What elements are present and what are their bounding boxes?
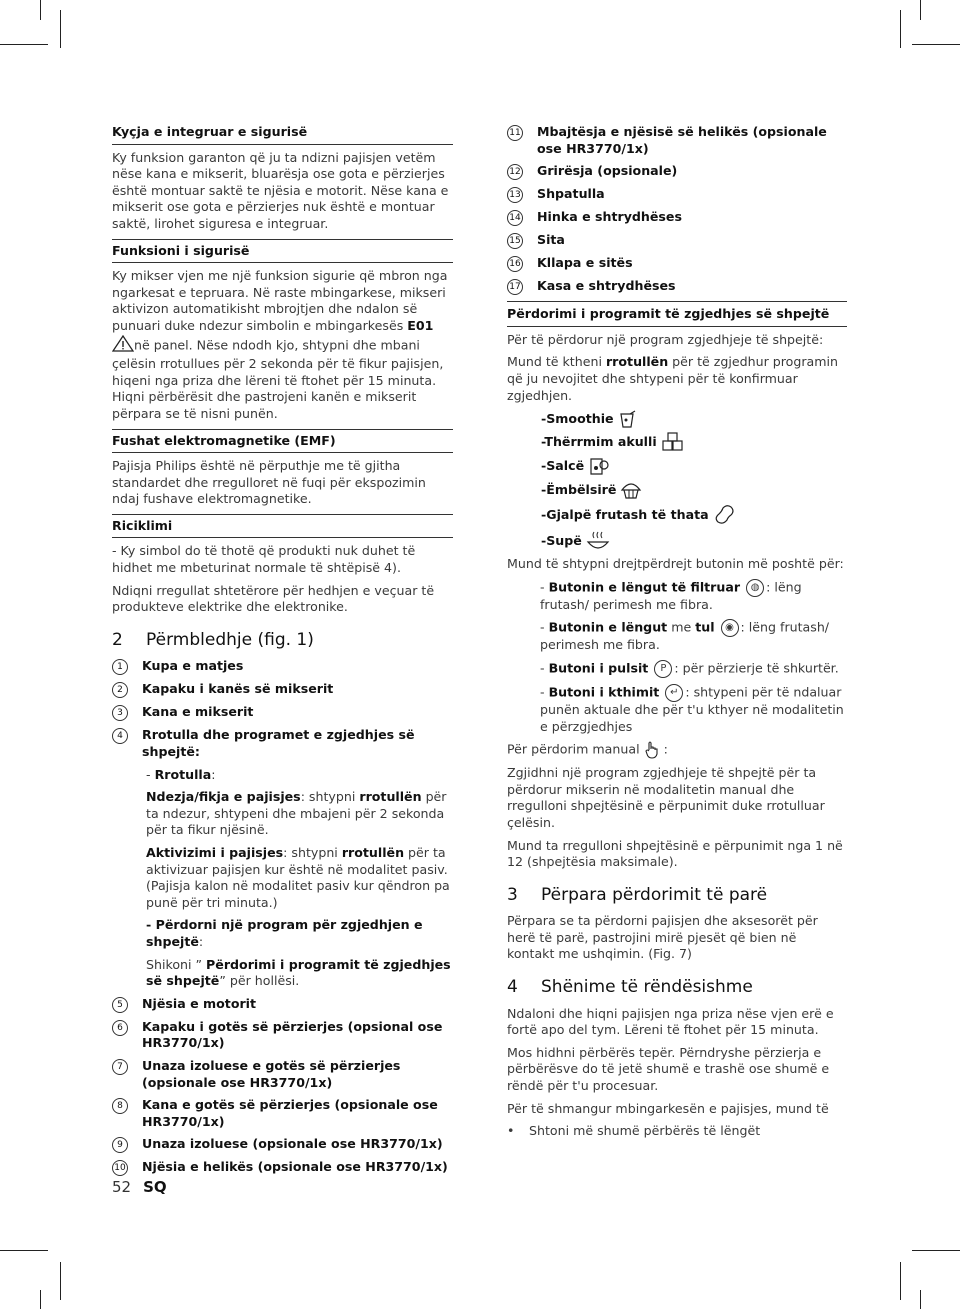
filtered-juice-icon: ◍ (746, 579, 764, 597)
list-item: 16 Kllapa e sitës (507, 255, 847, 272)
list-item: 5 Njësia e motorit (112, 996, 453, 1013)
paragraph: Për përdorim manual : (507, 741, 847, 759)
crop-mark (920, 1290, 921, 1309)
crop-mark (900, 1262, 901, 1300)
crop-mark (0, 1250, 48, 1251)
soup-bowl-icon (586, 530, 610, 552)
sub-text: - Rrotulla: (146, 766, 216, 782)
list-item: 9 Unaza izoluese (opsionale ose HR3770/1x) (112, 1136, 453, 1153)
list-item: 17 Kasa e shtrydhëses (507, 278, 847, 302)
sauce-icon (588, 456, 610, 476)
button-description: - Butoni i pulsit P : për përzierje të shkurtër. (540, 660, 847, 678)
left-column (112, 124, 453, 1182)
list-item: 12 Grirësja (opsionale) (507, 163, 847, 180)
paragraph: Pajisja Philips është në përputhje me të gjitha standardet dhe rregulloret në fuqi për ekspozimin ndaj fushave elektromagnetike. (112, 458, 426, 507)
section-heading: Fushat elektromagnetike (EMF) (112, 429, 453, 454)
crop-mark (0, 44, 48, 45)
chapter-heading: 3 Përpara përdorimit të parë (507, 884, 768, 905)
bullet-item: • Shtoni më shumë përbërës të lëngët (507, 1123, 761, 1139)
sub-text: - Përdorni një program për zgjedhjen e shpejtë: (146, 917, 423, 949)
list-item: 1 Kupa e matjes (112, 658, 453, 675)
list-item: 11 Mbajtësja e njësisë së helikës (opsionale ose HR3770/1x) (507, 124, 847, 157)
paragraph: Mund të ktheni rrotullën për të zgjedhur programin që ju nevojitet dhe shtypeni për të konfirmuar zgjedhjen. (507, 354, 839, 403)
crop-mark (912, 1250, 960, 1251)
mode-ice-crush: -Thërrmim akulli (541, 432, 847, 452)
crop-mark (60, 1262, 61, 1300)
mode-dessert: -Ëmbëlsirë (541, 480, 847, 500)
language-code: SQ (143, 1178, 167, 1196)
paragraph: Mund ta rregulloni shpejtësinë e përpunimit nga 1 në 12 (shpejtësia maksimale). (507, 837, 843, 870)
paragraph: Ndaloni dhe hiqni pajisjen nga priza nëse vjen erë e fortë apo del tym. Lëreni të ftohet për 15 minuta. (507, 1005, 834, 1038)
paragraph: Zgjidhni një program zgjedhjeje të shpejtë për ta përdorur mikserin në modalitetin manual dhe rregulloni shpejtësinë e përpunimit duke rrotulluar çelësin. (507, 765, 825, 830)
crop-mark (40, 0, 41, 20)
page-number: 52 (112, 1178, 132, 1196)
section-heading: Riciklimi (112, 514, 453, 539)
sub-text: Aktivizimi i pajisjes: shtypni rrotullën për ta aktivizuar pajisjen kur është në modalitet pasiv. (Pajisja kalon në modalitet pasiv kur qëndron pa punë për tri minuta.) (146, 845, 450, 910)
smoothie-icon (618, 410, 638, 428)
return-icon: ↵ (665, 684, 683, 702)
page-footer (112, 1178, 167, 1196)
list-item: 3 Kana e mikserit (112, 704, 453, 721)
list-item: 8 Kana e gotës së përzierjes (opsionale ose HR3770/1x) (112, 1097, 453, 1130)
paragraph: Për të shmangur mbingarkesën e pajisjes, mund të (507, 1100, 829, 1116)
pulp-juice-icon: ◉ (721, 619, 739, 637)
list-item: 2 Kapaku i kanës së mikserit (112, 681, 453, 698)
paragraph: Për të përdorur një program zgjedhjeje të shpejtë: (507, 331, 824, 347)
crop-mark (60, 10, 61, 48)
mode-smoothie: -Smoothie (541, 410, 847, 428)
ice-cube-icon (661, 432, 685, 452)
crop-mark (900, 10, 901, 48)
sub-text: Shikoni ” Përdorimi i programit të zgjedhjes së shpejtë” për hollësi. (146, 956, 451, 989)
list-item: 10 Njësia e helikës (opsionale ose HR3770/1x) (112, 1159, 453, 1176)
chapter-heading: 2 Përmbledhje (fig. 1) (112, 629, 314, 650)
paragraph: Ky funksion garanton që ju ta ndizni pajisjen vetëm nëse kana e mikserit, bluarësja ose gota e përzierjes është montuar saktë te njësia e motorit. Nëse kana e mikserit ose gota e përzierjes nuk është e montuar saktë, lirohet siguresa e integruar. (112, 149, 449, 231)
right-column (507, 124, 847, 1146)
button-description: - Butonin e lëngut me tul ◉ : lëng frutash/ perimesh me fibra. (540, 619, 830, 653)
paragraph: Ndiqni rregullat shtetërore për hedhjen e veçuar të produkteve elektrike dhe elektronike. (112, 582, 435, 615)
pulse-icon: P (654, 660, 672, 678)
chapter-heading: 4 Shënime të rëndësishme (507, 977, 753, 998)
paragraph: Mund të shtypni drejtpërdrejt butonin më poshtë për: (507, 556, 844, 572)
crop-mark (40, 1290, 41, 1309)
hand-icon (644, 741, 660, 759)
section-heading: Kyçja e integruar e sigurisë (112, 124, 453, 145)
crop-mark (920, 0, 921, 20)
section-heading: Funksioni i sigurisë (112, 239, 453, 264)
list-item: 15 Sita (507, 232, 847, 249)
button-description: - Butoni i kthimit ↵ : shtypeni për të ndaluar punën aktuale dhe për t'u kthyer në modalitetin e përzgjedhjes (540, 684, 844, 734)
list-item: 13 Shpatulla (507, 186, 847, 203)
paragraph: Përpara se ta përdorni pajisjen dhe aksesorët për herë të parë, pastrojini mirë pjesët që bien në kontakt me ushqimin. (Fig. 7) (507, 913, 818, 962)
warning-icon (112, 335, 134, 357)
list-item: 6 Kapaku i gotës së përzierjes (opsional ose HR3770/1x) (112, 1019, 453, 1052)
list-item: 4 Rrotulla dhe programet e zgjedhjes së shpejtë: (112, 727, 453, 760)
list-item: 14 Hinka e shtrydhëses (507, 209, 847, 226)
section-heading: Përdorimi i programit të zgjedhjes së shpejtë (507, 306, 847, 327)
paragraph: - Ky simbol do të thotë që produkti nuk duhet të hidhet me mbeturinat normale të shtëpisë 4). (112, 543, 416, 576)
peanut-icon (713, 504, 737, 526)
paragraph: Mos hidhni përbërës tepër. Përndryshe përzierja e përbërësve do të jetë shumë e trashë ose shumë e rëndë për t'u procesuar. (507, 1044, 830, 1094)
paragraph: Ky mikser vjen me një funksion sigurie që mbron nga ngarkesat e tepruara. Në raste mbingarkese, mikseri aktivizon automatikisht mbrojtjen dhe ndalon së punuari duke ndezur simbolin e mbingarkesës E01 në panel. Nëse ndodh kjo, shtypni dhe mbani çelësin rrotullues për 2 sekonda për të fikur pajisjen, hiqeni nga priza dhe lëreni të ftohet për 15 minuta. Hiqni përbërësit dhe pastrojeni kanën e mikserit përpara se të nisni punën. (112, 268, 448, 421)
muffin-icon (620, 480, 642, 500)
button-description: - Butonin e lëngut të filtruar ◍ : lëng frutash/ perimesh me fibra. (540, 579, 802, 612)
mode-soup: -Supë (541, 530, 847, 552)
mode-nut-butter: -Gjalpë frutash të thata (541, 504, 847, 526)
list-item: 7 Unaza izoluese e gotës së përzierjes (opsionale ose HR3770/1x) (112, 1058, 453, 1091)
crop-mark (912, 44, 960, 45)
sub-text: Ndezja/fikja e pajisjes: shtypni rrotullën për ta ndezur, shtypeni dhe mbajeni për 2 sekonda për ta fikur njësinë. (146, 789, 447, 838)
mode-sauce: -Salcë (541, 456, 847, 476)
